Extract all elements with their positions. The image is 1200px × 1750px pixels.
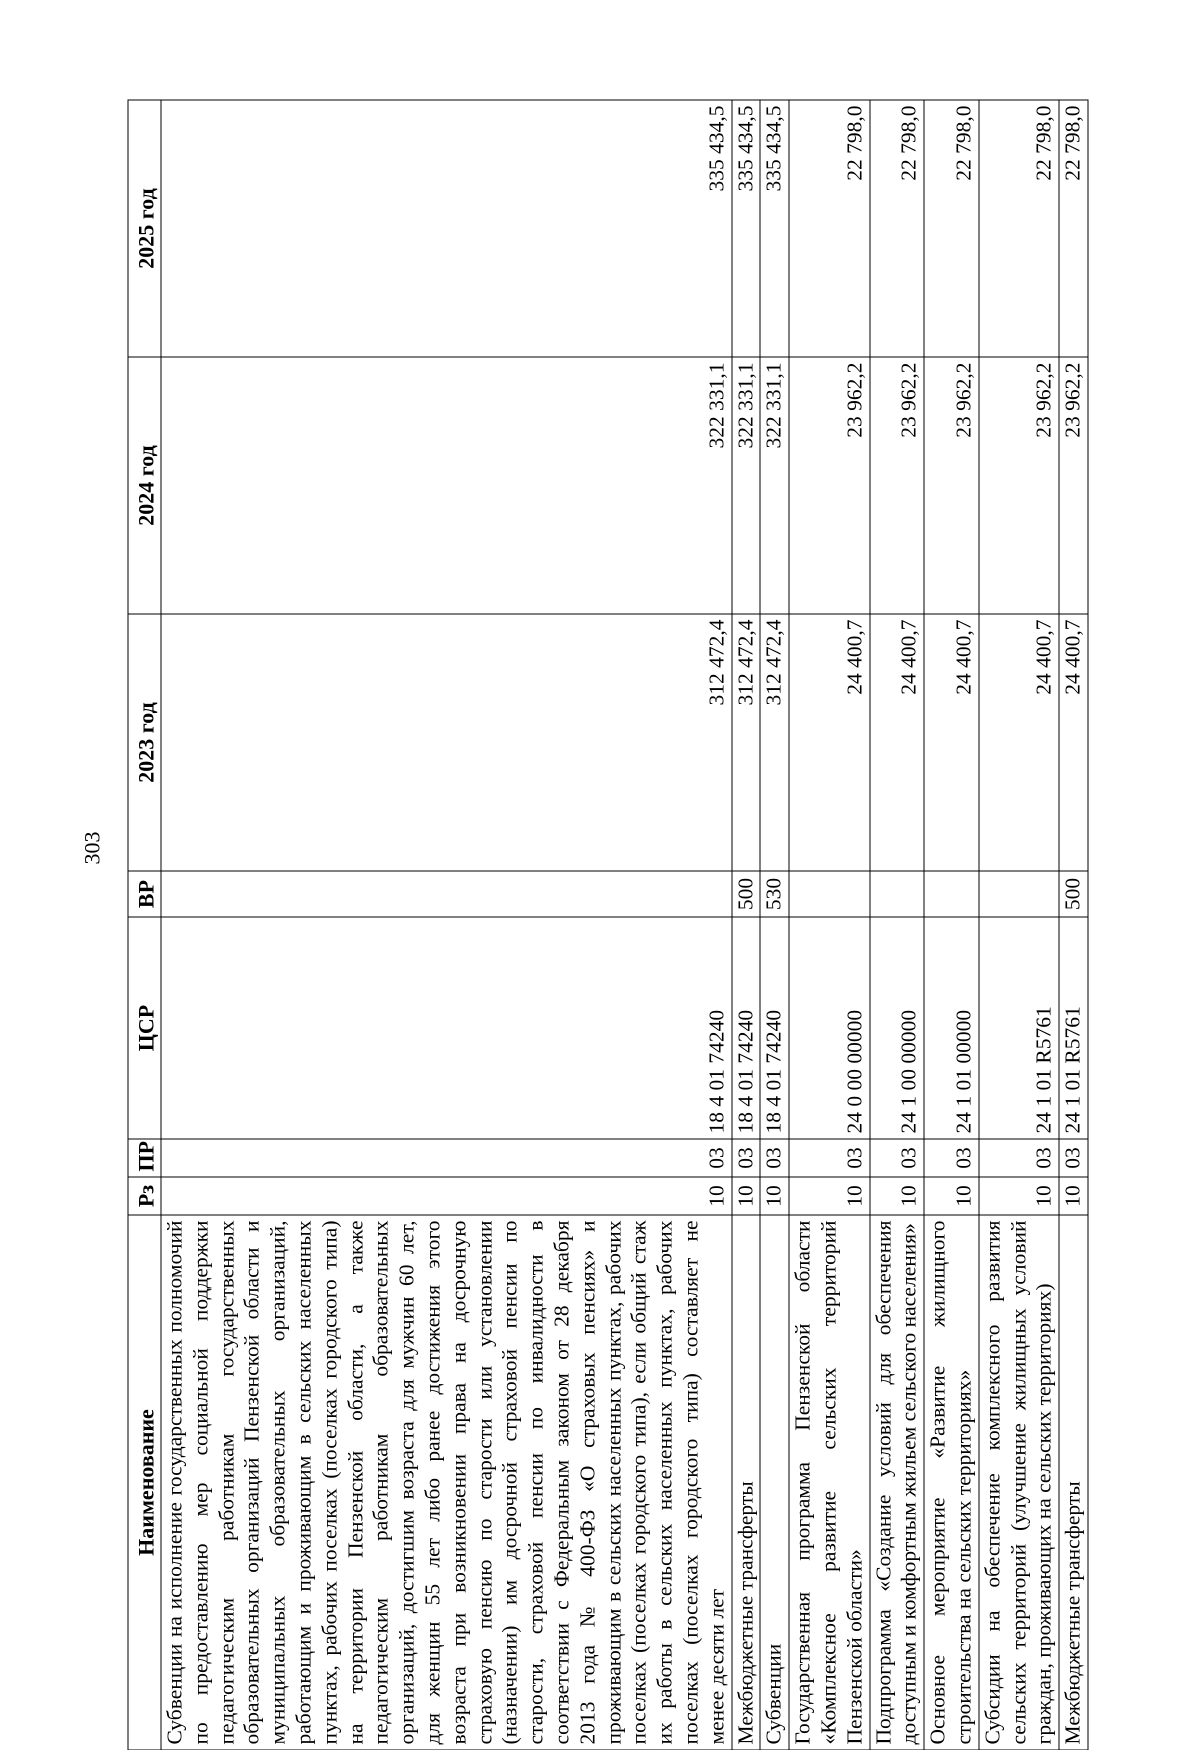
table-header-row [128, 100, 161, 1750]
cell-2024: 322 331,1 [161, 357, 732, 614]
table-row [870, 100, 925, 1750]
cell-rz: 10 [760, 1177, 789, 1215]
cell-csr: 18 4 01 74240 [732, 917, 761, 1139]
cell-vr [789, 871, 869, 917]
cell-2024: 322 331,1 [760, 357, 789, 614]
cell-rz: 10 [161, 1177, 732, 1215]
cell-2023: 312 472,4 [760, 614, 789, 871]
cell-vr: 500 [1059, 871, 1088, 917]
table-row [161, 100, 732, 1750]
cell-2023: 24 400,7 [924, 614, 979, 871]
table-row [979, 100, 1059, 1750]
cell-2023: 312 472,4 [732, 614, 761, 871]
cell-vr [870, 871, 925, 917]
cell-2023: 24 400,7 [789, 614, 869, 871]
header-2025: 2025 год [128, 100, 161, 357]
cell-name: Субвенции [760, 1215, 789, 1750]
cell-csr: 24 1 01 00000 [924, 917, 979, 1139]
header-2023: 2023 год [128, 614, 161, 871]
table-row [789, 100, 869, 1750]
budget-table [128, 99, 1089, 1750]
table-row [732, 100, 761, 1750]
cell-2025: 22 798,0 [1059, 100, 1088, 357]
cell-2024: 23 962,2 [924, 357, 979, 614]
cell-pr: 03 [161, 1139, 732, 1177]
header-name: Наименование [128, 1215, 161, 1750]
cell-rz: 10 [924, 1177, 979, 1215]
cell-2025: 22 798,0 [870, 100, 925, 357]
cell-csr: 24 1 00 00000 [870, 917, 925, 1139]
cell-vr [161, 871, 732, 917]
cell-name: Подпрограмма «Создание условий для обеспечения доступным и комфортным жильем сельского населения» [870, 1215, 925, 1750]
cell-csr: 24 0 00 00000 [789, 917, 869, 1139]
cell-2025: 22 798,0 [789, 100, 869, 357]
cell-2025: 335 434,5 [760, 100, 789, 357]
table-row [924, 100, 979, 1750]
cell-2023: 24 400,7 [1059, 614, 1088, 871]
cell-2024: 322 331,1 [732, 357, 761, 614]
cell-2025: 22 798,0 [979, 100, 1059, 357]
cell-rz: 10 [979, 1177, 1059, 1215]
cell-vr: 530 [760, 871, 789, 917]
page-number: 303 [79, 831, 105, 865]
cell-2024: 23 962,2 [979, 357, 1059, 614]
cell-rz: 10 [1059, 1177, 1088, 1215]
cell-name: Основное мероприятие «Развитие жилищного строительства на сельских территориях» [924, 1215, 979, 1750]
table-row [760, 100, 789, 1750]
cell-name: Межбюджетные трансферты [1059, 1215, 1088, 1750]
cell-2023: 24 400,7 [870, 614, 925, 871]
cell-pr: 03 [979, 1139, 1059, 1177]
cell-2024: 23 962,2 [870, 357, 925, 614]
cell-name: Государственная программа Пензенской области «Комплексное развитие сельских территорий Пензенской области» [789, 1215, 869, 1750]
cell-csr: 18 4 01 74240 [760, 917, 789, 1139]
cell-vr: 500 [732, 871, 761, 917]
header-rz: Рз [128, 1177, 161, 1215]
header-2024: 2024 год [128, 357, 161, 614]
rotated-page-content [128, 100, 1085, 1750]
cell-2025: 335 434,5 [161, 100, 732, 357]
cell-2024: 23 962,2 [1059, 357, 1088, 614]
cell-pr: 03 [1059, 1139, 1088, 1177]
cell-vr [979, 871, 1059, 917]
cell-csr: 24 1 01 R5761 [1059, 917, 1088, 1139]
cell-name: Субвенции на исполнение государственных полномочий по предоставлению мер социальной поддержки педагогическим работникам государственных образовательных организаций Пензенской области и муниципальных образовательных организаций, работающим и проживающим в сельских населенных пунктах, рабочих поселках (поселках городского типа) на территории Пензенской области, а также педагогическим работникам образовательных организаций, достигшим возраста для мужчин 60 лет, для женщин 55 лет либо ранее достижения этого возраста при возникновении права на досрочную страховую пенсию по старости или установлении (назначении) им досрочной страховой пенсии по старости, страховой пенсии по инвалидности в соответствии с Федеральным законом от 28 декабря 2013 года № 400-ФЗ «О страховых пенсиях» и проживающим в сельских населенных пунктах, рабочих поселках (поселках городского типа), если общий стаж их работы в сельских населенных пунктах, рабочих поселках (поселках городского типа) составляет не менее десяти лет [161, 1215, 732, 1750]
cell-pr: 03 [924, 1139, 979, 1177]
cell-name: Субсидии на обеспечение комплексного развития сельских территорий (улучшение жилищных условий граждан, проживающих на сельских территориях) [979, 1215, 1059, 1750]
cell-pr: 03 [789, 1139, 869, 1177]
header-vr: ВР [128, 871, 161, 917]
cell-rz: 10 [870, 1177, 925, 1215]
header-pr: ПР [128, 1139, 161, 1177]
cell-pr: 03 [870, 1139, 925, 1177]
cell-vr [924, 871, 979, 917]
cell-2023: 312 472,4 [161, 614, 732, 871]
cell-csr: 18 4 01 74240 [161, 917, 732, 1139]
cell-pr: 03 [732, 1139, 761, 1177]
cell-name: Межбюджетные трансферты [732, 1215, 761, 1750]
cell-rz: 10 [789, 1177, 869, 1215]
cell-2023: 24 400,7 [979, 614, 1059, 871]
cell-2025: 22 798,0 [924, 100, 979, 357]
header-csr: ЦСР [128, 917, 161, 1139]
cell-rz: 10 [732, 1177, 761, 1215]
cell-pr: 03 [760, 1139, 789, 1177]
cell-2025: 335 434,5 [732, 100, 761, 357]
table-row [1059, 100, 1088, 1750]
cell-csr: 24 1 01 R5761 [979, 917, 1059, 1139]
cell-2024: 23 962,2 [789, 357, 869, 614]
